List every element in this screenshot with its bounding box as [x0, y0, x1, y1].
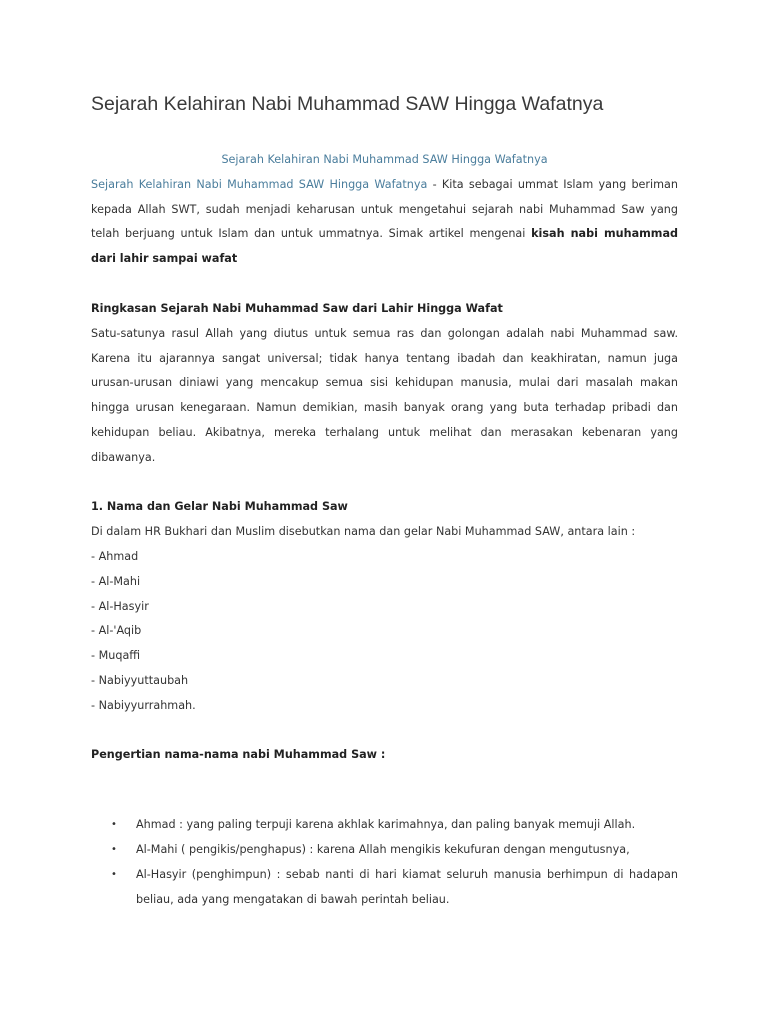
meaning-text: Al-Hasyir (penghimpun) : sebab nanti di hari kiamat seluruh manusia berhimpun di hadapan beliau, ada yang mengatakan di bawah perintah beliau. [136, 867, 678, 906]
page-title: Sejarah Kelahiran Nabi Muhammad SAW Hingga Wafatnya [91, 93, 604, 115]
meaning-list-item [91, 838, 678, 863]
names-heading: 1. Nama dan Gelar Nabi Muhammad Saw [91, 500, 348, 514]
name-list-item: - Nabiyyurrahmah. [91, 698, 196, 712]
meanings-list [91, 813, 678, 912]
summary-paragraph: Satu-satunya rasul Allah yang diutus untuk semua ras dan golongan adalah nabi Muhammad saw. Karena itu ajarannya sangat universal; tidak hanya tentang ibadah dan keakhiratan, namun juga urusan-urusan diniawi yang mencakup semua sisi kehidupan manusia, mulai dari masalah makan hingga urusan kenegaraan. Namun demikian, masih banyak orang yang buta terhadap pribadi dan kehidupan beliau. Akibatnya, mereka terhalang untuk melihat dan merasakan kebenaran yang dibawanya. [91, 326, 678, 464]
meaning-list-item [91, 863, 678, 913]
meaning-text: Al-Mahi ( pengikis/penghapus) : karena Allah mengikis kekufuran dengan mengutusnya, [136, 842, 630, 856]
bullet-icon: • [111, 868, 117, 880]
summary-heading: Ringkasan Sejarah Nabi Muhammad Saw dari Lahir Hingga Wafat [91, 301, 503, 315]
intro-text: - Kita sebagai ummat Islam yang beriman kepada Allah SWT, sudah menjadi keharusan untuk mengetahui sejarah nabi Muhammad Saw yang telah berjuang untuk Islam dan untuk ummatnya. Simak artikel mengenai [91, 177, 678, 241]
spacer [91, 719, 678, 744]
name-list-item: - Al-'Aqib [91, 624, 142, 638]
bullet-icon: • [111, 843, 117, 855]
names-intro: Di dalam HR Bukhari dan Muslim disebutkan nama dan gelar Nabi Muhammad SAW, antara lain : [91, 525, 636, 539]
name-list-item: - Al-Mahi [91, 574, 141, 588]
intro-bold-text: kisah nabi muhammad dari lahir sampai wafat [91, 227, 679, 266]
name-list-item: - Al-Hasyir [91, 599, 149, 613]
intro-paragraph [91, 173, 678, 272]
spacer [91, 768, 678, 813]
name-list-item: - Ahmad [91, 549, 139, 563]
spacer [91, 471, 678, 496]
name-list-item: - Nabiyyuttaubah [91, 673, 189, 687]
meaning-list-item [91, 813, 678, 838]
meaning-text: Ahmad : yang paling terpuji karena akhlak karimahnya, dan paling banyak memuji Allah. [136, 818, 636, 832]
article-body [91, 148, 678, 912]
article-center-title: Sejarah Kelahiran Nabi Muhammad SAW Hingga Wafatnya [221, 153, 548, 166]
meanings-heading: Pengertian nama-nama nabi Muhammad Saw : [91, 748, 386, 762]
bullet-icon: • [111, 819, 117, 831]
name-list-item: - Muqaffi [91, 649, 141, 663]
intro-lead-link[interactable]: Sejarah Kelahiran Nabi Muhammad SAW Hingga Wafatnya [91, 177, 428, 191]
